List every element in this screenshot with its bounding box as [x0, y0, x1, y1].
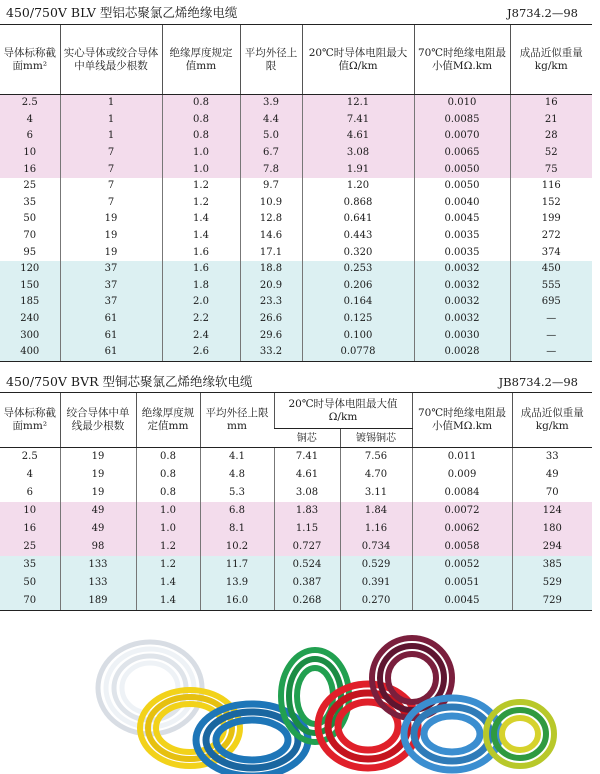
blv-header	[0, 4, 600, 22]
table-cell: 1.6	[162, 244, 240, 261]
table-cell: 4.4	[240, 112, 302, 129]
table-cell: 13.9	[200, 574, 274, 592]
table-cell: 49	[512, 466, 592, 484]
table-cell: 10	[0, 502, 60, 520]
table-cell: 70	[0, 228, 60, 245]
table-row	[0, 112, 592, 129]
table-cell: 49	[60, 520, 136, 538]
table-cell: 0.206	[302, 278, 414, 295]
table-row	[0, 261, 592, 278]
table-cell: 7	[60, 178, 162, 195]
blv-standard: J8734.2—98	[507, 6, 578, 20]
table-row	[0, 128, 592, 145]
table-cell: 1	[60, 95, 162, 112]
bvr-subcol-tinned-copper: 镀锡铜芯	[340, 429, 412, 448]
table-cell: 3.11	[340, 484, 412, 502]
bvr-col-resistance: 20℃时导体电阻最大值Ω/km	[274, 393, 412, 429]
table-cell: 185	[0, 294, 60, 311]
table-cell: 0.0030	[414, 327, 510, 344]
bvr-subcol-copper: 铜芯	[274, 429, 340, 448]
table-cell: 1.2	[162, 178, 240, 195]
bvr-col-diameter: 平均外径上限mm	[200, 393, 274, 448]
table-row	[0, 145, 592, 162]
table-row	[0, 574, 592, 592]
table-cell: 61	[60, 344, 162, 361]
table-cell: 1.0	[136, 502, 200, 520]
table-cell: 0.268	[274, 592, 340, 611]
table-cell: 0.8	[162, 128, 240, 145]
table-cell: 19	[60, 244, 162, 261]
table-cell: 49	[60, 502, 136, 520]
blv-col-weight: 成品近似重量kg/km	[510, 25, 592, 95]
table-cell: 1.4	[136, 592, 200, 611]
table-cell: 0.011	[412, 448, 512, 467]
table-cell: 1.4	[136, 574, 200, 592]
table-cell: 695	[510, 294, 592, 311]
table-cell: 4.70	[340, 466, 412, 484]
table-row	[0, 520, 592, 538]
table-cell: 18.8	[240, 261, 302, 278]
table-cell: 180	[512, 520, 592, 538]
table-cell: 5.3	[200, 484, 274, 502]
table-cell: —	[510, 311, 592, 328]
table-cell: 1.84	[340, 502, 412, 520]
table-cell: 9.7	[240, 178, 302, 195]
table-cell: 10.2	[200, 538, 274, 556]
table-cell: 1.91	[302, 161, 414, 178]
table-cell: 3.08	[302, 145, 414, 162]
table-cell: 2.6	[162, 344, 240, 361]
table-cell: 7.41	[302, 112, 414, 129]
table-cell: 0.0084	[412, 484, 512, 502]
blv-title: 450/750V BLV 型铝芯聚氯乙烯绝缘电缆	[6, 5, 238, 20]
table-cell: 0.0035	[414, 228, 510, 245]
table-row	[0, 278, 592, 295]
table-cell: 0.0051	[412, 574, 512, 592]
blv-col-strands: 实心导体或绞合导体中单线最少根数	[60, 25, 162, 95]
table-cell: 21	[510, 112, 592, 129]
table-cell: 0.0045	[414, 211, 510, 228]
table-cell: 1.2	[136, 538, 200, 556]
table-cell: 52	[510, 145, 592, 162]
table-cell: 1.0	[136, 520, 200, 538]
table-cell: 29.6	[240, 327, 302, 344]
table-cell: 1.8	[162, 278, 240, 295]
bvr-col-insulation-resistance: 70℃时绝缘电阻最小值MΩ.km	[412, 393, 512, 448]
table-row	[0, 466, 592, 484]
table-cell: 4.61	[302, 128, 414, 145]
table-cell: 19	[60, 211, 162, 228]
table-cell: 16	[510, 95, 592, 112]
table-cell: 374	[510, 244, 592, 261]
table-cell: 0.8	[136, 466, 200, 484]
table-cell: 199	[510, 211, 592, 228]
table-cell: 50	[0, 574, 60, 592]
table-cell: 37	[60, 294, 162, 311]
table-cell: 0.0065	[414, 145, 510, 162]
blv-header-row	[0, 25, 592, 95]
table-cell: 2.0	[162, 294, 240, 311]
table-cell: 0.0035	[414, 244, 510, 261]
table-cell: 0.0058	[412, 538, 512, 556]
table-cell: 0.391	[340, 574, 412, 592]
table-cell: 7.56	[340, 448, 412, 467]
table-cell: 0.010	[414, 95, 510, 112]
table-cell: 6	[0, 484, 60, 502]
table-cell: —	[510, 327, 592, 344]
table-cell: 1.0	[162, 145, 240, 162]
table-cell: 0.8	[136, 448, 200, 467]
table-cell: 7	[60, 145, 162, 162]
table-cell: 1.83	[274, 502, 340, 520]
table-cell: 1.4	[162, 228, 240, 245]
table-cell: 0.0062	[412, 520, 512, 538]
table-cell: 400	[0, 344, 60, 361]
bvr-col-strands: 绞合导体中单线最少根数	[60, 393, 136, 448]
table-row	[0, 448, 592, 467]
table-cell: 8.1	[200, 520, 274, 538]
cable-coils-photo	[0, 618, 600, 774]
table-cell: 0.0028	[414, 344, 510, 361]
bvr-header-row	[0, 393, 592, 429]
bvr-col-size: 导体标称截面mm²	[0, 393, 60, 448]
table-row	[0, 484, 592, 502]
table-cell: 133	[60, 556, 136, 574]
table-cell: 70	[0, 592, 60, 611]
table-cell: 0.0040	[414, 195, 510, 212]
table-cell: 20.9	[240, 278, 302, 295]
table-row	[0, 592, 592, 611]
table-cell: 0.524	[274, 556, 340, 574]
table-cell: 0.0050	[414, 178, 510, 195]
table-cell: 1.4	[162, 211, 240, 228]
table-cell: 23.3	[240, 294, 302, 311]
table-cell: 16	[0, 520, 60, 538]
table-cell: 2.5	[0, 448, 60, 467]
table-cell: 150	[0, 278, 60, 295]
table-cell: 0.164	[302, 294, 414, 311]
table-cell: 25	[0, 178, 60, 195]
table-cell: —	[510, 344, 592, 361]
table-row	[0, 502, 592, 520]
table-cell: 0.320	[302, 244, 414, 261]
table-row	[0, 556, 592, 574]
table-cell: 4.1	[200, 448, 274, 467]
bvr-table	[0, 392, 592, 611]
table-cell: 17.1	[240, 244, 302, 261]
blv-col-insulation-resistance: 70℃时绝缘电阻最小值MΩ.km	[414, 25, 510, 95]
table-row	[0, 228, 592, 245]
table-row	[0, 327, 592, 344]
table-cell: 0.125	[302, 311, 414, 328]
table-cell: 0.009	[412, 466, 512, 484]
table-cell: 7	[60, 195, 162, 212]
table-cell: 0.0052	[412, 556, 512, 574]
table-cell: 0.0070	[414, 128, 510, 145]
table-cell: 2.5	[0, 95, 60, 112]
table-cell: 70	[512, 484, 592, 502]
table-cell: 28	[510, 128, 592, 145]
table-cell: 19	[60, 448, 136, 467]
table-cell: 19	[60, 466, 136, 484]
table-cell: 33	[512, 448, 592, 467]
table-cell: 6.7	[240, 145, 302, 162]
table-cell: 25	[0, 538, 60, 556]
table-cell: 0.529	[340, 556, 412, 574]
blv-table-body	[0, 95, 592, 362]
table-cell: 11.7	[200, 556, 274, 574]
table-cell: 6.8	[200, 502, 274, 520]
table-cell: 16	[0, 161, 60, 178]
table-cell: 10	[0, 145, 60, 162]
table-cell: 26.6	[240, 311, 302, 328]
table-cell: 75	[510, 161, 592, 178]
table-cell: 1.15	[274, 520, 340, 538]
blv-col-diameter: 平均外径上限	[240, 25, 302, 95]
table-cell: 0.387	[274, 574, 340, 592]
table-cell: 0.0032	[414, 294, 510, 311]
table-cell: 0.641	[302, 211, 414, 228]
table-cell: 6	[0, 128, 60, 145]
table-cell: 0.0032	[414, 278, 510, 295]
blv-col-size: 导体标称截面mm²	[0, 25, 60, 95]
table-cell: 0.270	[340, 592, 412, 611]
table-cell: 555	[510, 278, 592, 295]
table-cell: 35	[0, 195, 60, 212]
table-cell: 0.0032	[414, 261, 510, 278]
table-cell: 50	[0, 211, 60, 228]
table-cell: 33.2	[240, 344, 302, 361]
bvr-table-body	[0, 448, 592, 611]
table-cell: 0.734	[340, 538, 412, 556]
blv-col-resistance: 20℃时导体电阻最大值Ω/km	[302, 25, 414, 95]
table-row	[0, 244, 592, 261]
table-cell: 12.1	[302, 95, 414, 112]
table-cell: 37	[60, 278, 162, 295]
table-cell: 0.8	[136, 484, 200, 502]
table-cell: 7	[60, 161, 162, 178]
table-cell: 272	[510, 228, 592, 245]
table-cell: 294	[512, 538, 592, 556]
table-cell: 4	[0, 466, 60, 484]
table-cell: 116	[510, 178, 592, 195]
table-cell: 7.8	[240, 161, 302, 178]
table-cell: 1	[60, 112, 162, 129]
table-row	[0, 538, 592, 556]
table-cell: 19	[60, 228, 162, 245]
table-cell: 98	[60, 538, 136, 556]
table-row	[0, 195, 592, 212]
table-cell: 3.9	[240, 95, 302, 112]
table-cell: 4	[0, 112, 60, 129]
table-cell: 152	[510, 195, 592, 212]
bvr-title: 450/750V BVR 型铜芯聚氯乙烯绝缘软电缆	[6, 374, 253, 389]
table-row	[0, 161, 592, 178]
table-row	[0, 311, 592, 328]
table-cell: 240	[0, 311, 60, 328]
table-cell: 16.0	[200, 592, 274, 611]
table-cell: 1.16	[340, 520, 412, 538]
table-cell: 5.0	[240, 128, 302, 145]
table-cell: 120	[0, 261, 60, 278]
table-cell: 10.9	[240, 195, 302, 212]
blv-table	[0, 24, 592, 362]
table-cell: 133	[60, 574, 136, 592]
table-cell: 0.868	[302, 195, 414, 212]
bvr-header	[0, 373, 600, 391]
table-cell: 1.2	[162, 195, 240, 212]
table-cell: 61	[60, 327, 162, 344]
table-cell: 385	[512, 556, 592, 574]
table-cell: 2.2	[162, 311, 240, 328]
table-cell: 0.0085	[414, 112, 510, 129]
table-cell: 0.253	[302, 261, 414, 278]
table-cell: 729	[512, 592, 592, 611]
table-cell: 1.2	[136, 556, 200, 574]
table-cell: 61	[60, 311, 162, 328]
table-cell: 12.8	[240, 211, 302, 228]
table-row	[0, 344, 592, 361]
table-cell: 124	[512, 502, 592, 520]
bvr-standard: JB8734.2—98	[498, 375, 578, 389]
table-row	[0, 211, 592, 228]
table-cell: 450	[510, 261, 592, 278]
table-cell: 189	[60, 592, 136, 611]
table-cell: 7.41	[274, 448, 340, 467]
table-cell: 3.08	[274, 484, 340, 502]
table-cell: 529	[512, 574, 592, 592]
table-cell: 14.6	[240, 228, 302, 245]
table-cell: 1.0	[162, 161, 240, 178]
table-cell: 1.6	[162, 261, 240, 278]
table-cell: 0.443	[302, 228, 414, 245]
table-cell: 0.0072	[412, 502, 512, 520]
table-cell: 4.8	[200, 466, 274, 484]
table-cell: 0.0045	[412, 592, 512, 611]
table-cell: 2.4	[162, 327, 240, 344]
table-cell: 35	[0, 556, 60, 574]
table-cell: 19	[60, 484, 136, 502]
bvr-col-insulation: 绝缘厚度规定值mm	[136, 393, 200, 448]
table-cell: 1	[60, 128, 162, 145]
table-cell: 0.0778	[302, 344, 414, 361]
table-row	[0, 95, 592, 112]
table-cell: 0.100	[302, 327, 414, 344]
table-cell: 0.0050	[414, 161, 510, 178]
bvr-col-weight: 成品近似重量kg/km	[512, 393, 592, 448]
table-row	[0, 294, 592, 311]
table-row	[0, 178, 592, 195]
table-cell: 1.20	[302, 178, 414, 195]
table-cell: 95	[0, 244, 60, 261]
table-cell: 0.8	[162, 112, 240, 129]
table-cell: 0.727	[274, 538, 340, 556]
table-cell: 0.8	[162, 95, 240, 112]
blv-col-insulation: 绝缘厚度规定值mm	[162, 25, 240, 95]
table-cell: 4.61	[274, 466, 340, 484]
table-cell: 300	[0, 327, 60, 344]
table-cell: 0.0032	[414, 311, 510, 328]
table-cell: 37	[60, 261, 162, 278]
